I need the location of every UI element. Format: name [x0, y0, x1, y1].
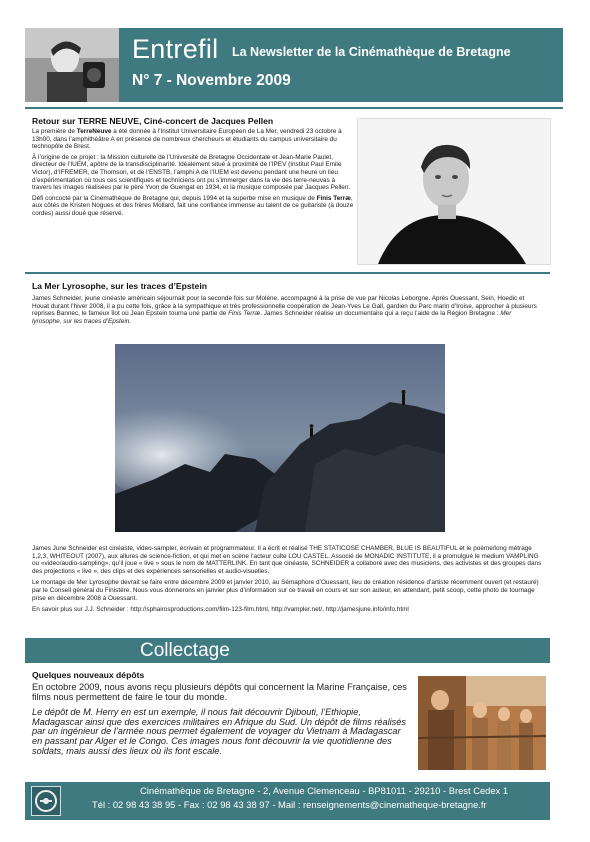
footer-address: Cinémathèque de Bretagne - 2, Avenue Clemenceau - BP81011 - 29210 - Brest Cedex 1 — [140, 785, 509, 796]
article-body — [32, 683, 412, 762]
paragraph: James June Schneider est cinéaste, video-sampler, écrivain et programmateur. Il a écrit et réalisé THE STATICOSE CHAMBER, BLUE IS BEAUTIFUL et le poème/long métrage 1,2,3, WHITEOUT (2007), aux allures de science-fiction, et qui met en scène l’acteur culte LOU CASTEL. Associé de MONADIC INSTITUTE, il a promulgué le medium VAMPLING ou «video/audio-sampling», qu’il joue « live » sous le nom de MATTERLINK. En tant que cinéaste, SCHNEIDER a collaboré avec des musiciens, des activistes et des groupes dans des projections « live », des clips et des expériences sensorielles et audio-visuelles. — [32, 545, 542, 575]
footer-contact[interactable]: Tél : 02 98 43 38 95 - Fax : 02 98 43 38 97 - Mail : renseignements@cinematheque-bretagne.fr — [92, 799, 487, 810]
article-title: La Mer Lyrosophe, sur les traces d’Epstein — [32, 281, 207, 291]
article-title: Retour sur TERRE NEUVE, Ciné-concert de Jacques Pellen — [32, 116, 274, 126]
header-photo — [25, 28, 119, 102]
section-banner — [25, 638, 550, 663]
section-divider — [25, 272, 550, 274]
article-title: Quelques nouveaux dépôts — [32, 670, 145, 680]
seascape-photo — [115, 344, 445, 532]
paragraph: La première de TerreNeuve a été donnée à l’Institut Universitaire Européen de La Mer, vendredi 23 octobre à 13h00, dans l’amphithéâtre A en présence de nombreux chercheurs et étudiants du campus universitaire du technopôle de Brest. — [32, 128, 342, 151]
paragraph: Le montage de Mer Lyrosophe devrait se faire entre décembre 2009 et janvier 2010, au Sémaphore d’Ouessant, lieu de création résidence d’artiste récemment ouvert (et restauré) par le Conseil général du Finistère. Nous vous donnerons en janvier plus d’information sur ce travail en cours et sur son auteur, en attendant, petit scoop, cette photo de tournage prise en décembre 2008 à Ouessant. — [32, 579, 539, 602]
links-paragraph[interactable]: En savoir plus sur J.J. Schneider : http://sphairosproductions.com/film-123-film.html, http://vampler.net/, http://jamesjune.info/info.html — [32, 606, 409, 614]
article-body-continued — [32, 545, 544, 618]
header-divider — [25, 107, 563, 109]
portrait-photo — [357, 118, 551, 265]
cinematheque-logo-icon — [31, 786, 61, 816]
article-body — [32, 128, 354, 221]
soldiers-photo — [418, 676, 546, 770]
section-banner-title: Collectage — [140, 640, 230, 661]
newsletter-title: Entrefil — [132, 34, 219, 64]
paragraph: En octobre 2009, nous avons reçu plusieurs dépôts qui concernent la Marine Française, ces films nous permettent de faire le tour du monde. — [32, 682, 407, 702]
paragraph: À l’origine de ce projet : la Mission culturelle de l’Université de Bretagne Occidentale et Jean-Marie Paulet, directeur de l’IUEM, apôtre de la transdisciplinarité. Idéalement situé à proximité de l’IPEV (Institut Paul Emile Victor), d’IFREMER, de Thomson, et de l’ENSTB, l’amphi A de l’IUEM est devenu pendant une heure un lieu d’expérimentation où tous ces scientifiques et techniciens ont pu s’immerger dans la vie des terre-neuvas à travers les images réalisées par le père Yvon de Guengat en 1934, et la musique composée par Jacques Pellen. — [32, 153, 351, 192]
paragraph: Le dépôt de M. Herry en est un exemple, il nous fait découvrir Djibouti, l’Ethiopie, Madagascar ainsi que des exercices militaires en Afrique du Sud. Un dépôt de films réalisés par un ingénieur de l’armée nous permet également de voyager du Vietnam à Madagascar en passant par Alger et le Congo. Ces images nous font découvrir la vie quotidienne des soldats, mais aussi des lieux où ils font escale. — [32, 707, 406, 756]
issue-number: N° 7 - Novembre 2009 — [132, 72, 291, 89]
newsletter-subtitle: La Newsletter de la Cinémathèque de Bretagne — [232, 45, 511, 59]
paragraph: Défi concocté par la Cinémathèque de Bretagne qui, depuis 1994 et la superbe mise en musique de Finis Terræ, aux côtés de Kristen Nogues et des frères Mollard, fait une confiance immense au talent de ce guitariste (à douze cordes) aussi doué que réservé. — [32, 194, 354, 217]
article-body: James Schneider, jeune cinéaste américain séjournait pour la seconde fois sur Molène, accompagné à la prise de vue par Nicolas Leborgne. Après Ouessant, Sein, Hoedic et Houat durant l’hiver 2008, il a pu cette fois, grâce à la sympathique et très professionnelle coopération de Jean-Yves Le Gall, gardien du Parc marin d’Iroise, approcher à plusieurs reprises Bannec, le fameux îlot où Jean Epstein tourna une partie de Finis Terræ. James Schneider réalise un documentaire qui a reçu l’aide de la Région Bretagne : Mer lyrosophe, sur les traces d’Epstein. — [32, 295, 537, 325]
